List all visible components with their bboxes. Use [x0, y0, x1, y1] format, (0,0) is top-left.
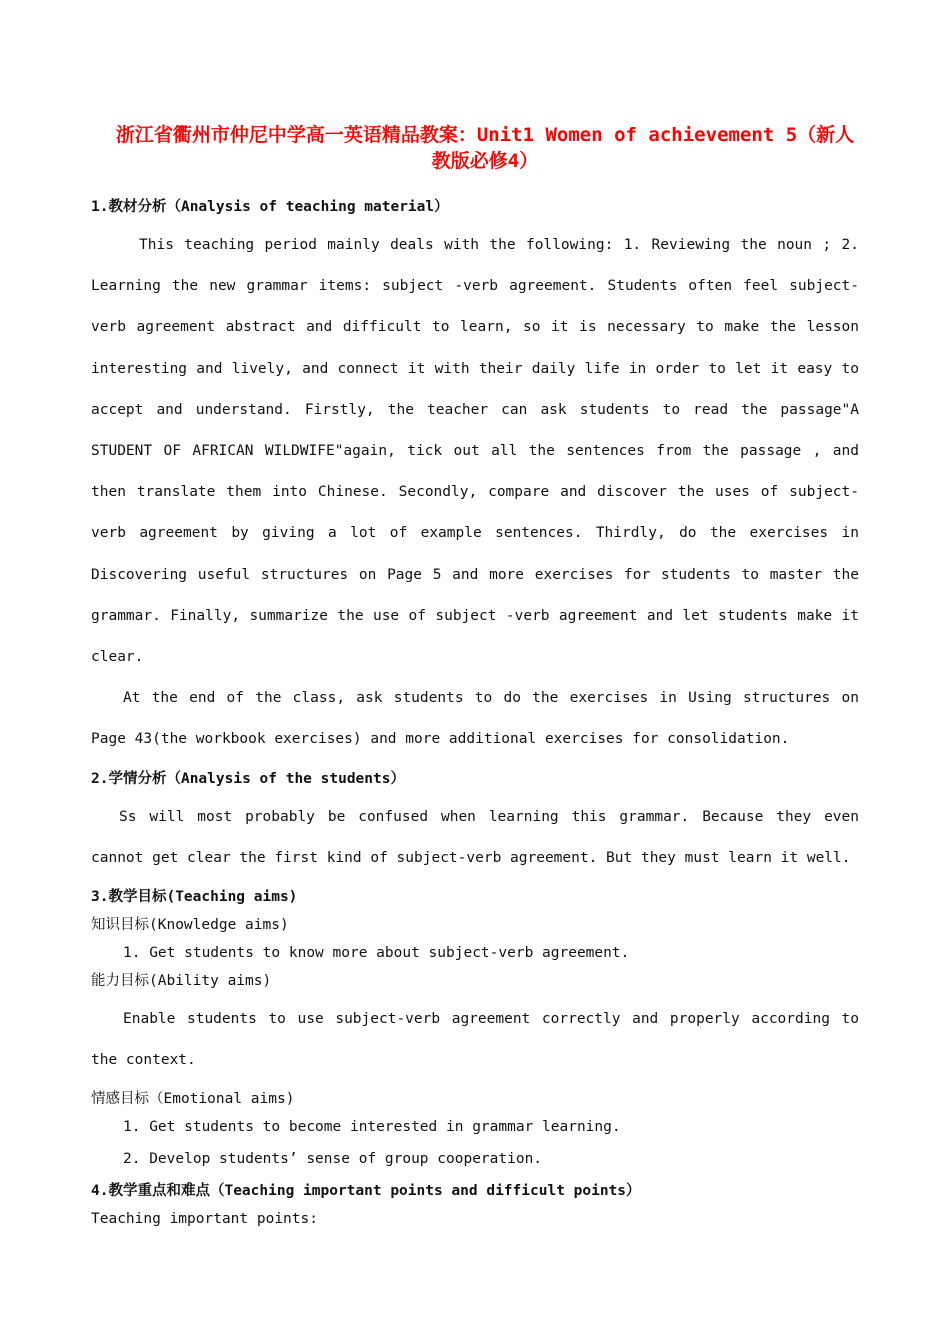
important-points-label: Teaching important points:: [91, 1211, 318, 1228]
emotional-aim-item-2: 2. Develop students’ sense of group cooperation.: [123, 1151, 543, 1168]
section-heading-key-points: 4.教学重点和难点（Teaching important points and difficult points）: [91, 1183, 641, 1200]
document-page: [91, 122, 859, 1237]
section-heading-teaching-aims: 3.教学目标(Teaching aims): [91, 889, 298, 906]
knowledge-aim-item: 1. Get students to know more about subject-verb agreement.: [123, 945, 630, 962]
section-heading-analysis-students: 2.学情分析（Analysis of the students）: [91, 770, 405, 787]
ability-aims-label: 能力目标(Ability aims): [91, 973, 272, 990]
emotional-aim-item-1: 1. Get students to become interested in grammar learning.: [123, 1119, 621, 1136]
paragraph-students-analysis: Ss will most probably be confused when learning this grammar. Because they even cannot get clear the first kind of subject-verb agreement. But they must learn it well.: [91, 808, 859, 866]
emotional-aims-label: 情感目标（Emotional aims): [91, 1091, 295, 1108]
knowledge-aims-label: 知识目标(Knowledge aims): [91, 917, 289, 934]
document-title: 浙江省衢州市仲尼中学高一英语精品教案：Unit1 Women of achievement 5（新人教版必修4）: [115, 124, 855, 172]
ability-aim-text: Enable students to use subject-verb agreement correctly and properly according to the context.: [91, 1011, 859, 1069]
paragraph-material-analysis: This teaching period mainly deals with the following: 1. Reviewing the noun ; 2. Learning the new grammar items: subject -verb agreement. Students often feel subject-verb agreement abstract and difficult to learn, so it is necessary to make the lesson interesting and lively, and connect it with their daily life in order to let it easy to accept and understand. Firstly, the teacher can ask students to read the passage"A STUDENT OF AFRICAN WILDWIFE"again, tick out all the sentences from the passage , and then translate them into Chinese. Secondly, compare and discover the uses of subject-verb agreement by giving a lot of example sentences. Thirdly, do the exercises in Discovering useful structures on Page 5 and more exercises for students to master the grammar. Finally, summarize the use of subject -verb agreement and let students make it clear.: [91, 237, 859, 666]
paragraph-class-end: At the end of the class, ask students to do the exercises in Using structures on Page 43(the workbook exercises) and more additional exercises for consolidation.: [91, 690, 859, 748]
section-heading-analysis-material: 1.教材分析（Analysis of teaching material）: [91, 199, 449, 215]
